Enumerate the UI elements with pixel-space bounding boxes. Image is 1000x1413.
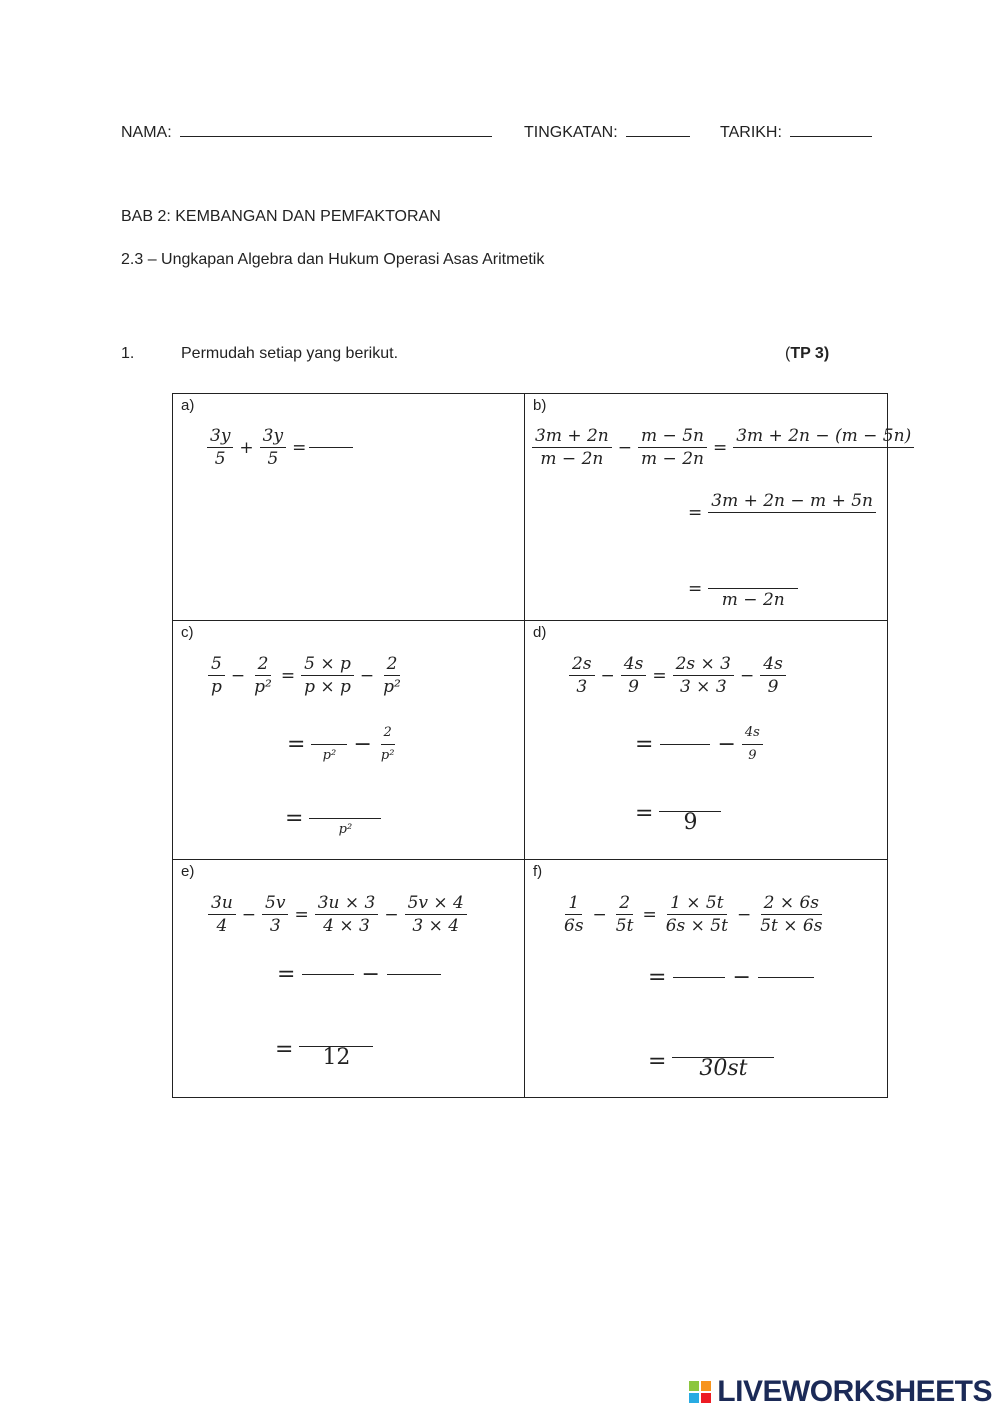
- table-divider-2: [172, 859, 888, 860]
- part-b-line-3: = m − 2n: [685, 566, 801, 611]
- name-input-line[interactable]: [180, 122, 492, 137]
- question-number: 1.: [121, 345, 135, 362]
- answer-blank[interactable]: [309, 796, 381, 819]
- part-b-label: b): [533, 397, 547, 414]
- liveworksheets-logo: [689, 1375, 992, 1409]
- part-b-line-2: = 3m + 2n − m + 5n: [685, 490, 879, 535]
- fraction: $\frac{3y}{5}$: [207, 425, 233, 470]
- part-e-line-1: $\frac{3u}{4}$ − $\frac{5v}{3}$ = $\frac{3u \times 3}{4 \times 3}$ − $\frac{5v \times 4}{3 \times 4}$: [205, 892, 470, 937]
- part-f-line-3: = 30st: [645, 1043, 777, 1080]
- name-field: [121, 122, 492, 142]
- answer-blank[interactable]: [660, 744, 710, 745]
- answer-blank[interactable]: [302, 974, 354, 975]
- part-c-line-3: = p²: [282, 796, 384, 841]
- answer-blank[interactable]: [309, 447, 353, 448]
- part-b-line-1: $\frac{3m + 2n}{m - 2n}$ − $\frac{m - 5n}{m - 2n}$ = 3m + 2n − (m − 5n): [529, 425, 917, 470]
- part-f-label: f): [533, 863, 543, 880]
- tp-level-text: TP 3): [790, 345, 830, 362]
- part-e-line-3: = 12: [272, 1030, 376, 1069]
- class-field: [524, 122, 690, 142]
- answer-blank[interactable]: [758, 977, 814, 978]
- part-c-line-2: = p² − $\frac{2}{\text{p²}}$: [284, 722, 400, 767]
- part-c-line-1: $\frac{5}{p}$ − $\frac{2}{\text{p²}}$ = $\frac{5 \times p}{p \times p}$ − $\frac{2}{\text{p²}}$: [205, 653, 407, 698]
- answer-blank[interactable]: [708, 566, 798, 589]
- chapter-subtitle: 2.3 – Ungkapan Algebra dan Hukum Operasi Asas Aritmetik: [121, 251, 545, 268]
- question-instruction: Permudah setiap yang berikut.: [181, 345, 399, 362]
- brand-text: LIVEWORKSHEETS: [717, 1375, 992, 1408]
- tp-level: [785, 345, 829, 363]
- part-f-line-1: $\frac{1}{6s}$ − $\frac{2}{5t}$ = $\frac{1 \times 5t}{6s \times 5t}$ − $\frac{2 \times 6s}{5t \times 6s}$: [564, 893, 823, 936]
- part-a-label: a): [181, 397, 195, 414]
- part-f-line-2: = −: [645, 965, 818, 990]
- part-d-label: d): [533, 624, 547, 641]
- class-label: TINGKATAN:: [524, 124, 618, 141]
- answer-blank[interactable]: [673, 977, 725, 978]
- table-divider-1: [172, 620, 888, 621]
- chapter-title: BAB 2: KEMBANGAN DAN PEMFAKTORAN: [121, 208, 441, 225]
- answer-blank[interactable]: [786, 513, 797, 535]
- answer-blank[interactable]: [311, 722, 347, 745]
- name-label: NAMA:: [121, 124, 172, 141]
- part-e-line-2: = −: [274, 962, 445, 987]
- answer-blank[interactable]: [387, 974, 441, 975]
- part-d-line-2: = − $\frac{4s}{9}$: [632, 722, 766, 767]
- date-field: [720, 122, 872, 142]
- part-d-line-1: $\frac{2s}{3}$ − $\frac{4s}{9}$ = $\frac{2s \times 3}{3 \times 3}$ − $\frac{4s}{9}$: [566, 653, 789, 698]
- table-divider-vertical: [524, 393, 525, 1098]
- answer-blank[interactable]: [818, 448, 829, 470]
- part-e-label: e): [181, 863, 195, 880]
- part-a-line-1: $\frac{3y}{5}$ + $\frac{3y}{5}$ =: [204, 425, 353, 470]
- tp-level-paren: (: [785, 345, 791, 362]
- date-label: TARIKH:: [720, 124, 782, 141]
- fraction: $\frac{3y}{5}$: [260, 425, 286, 470]
- date-input-line[interactable]: [790, 122, 872, 137]
- part-c-label: c): [181, 624, 194, 641]
- logo-icon: [689, 1381, 711, 1403]
- class-input-line[interactable]: [626, 122, 690, 137]
- part-d-line-3: = 9: [632, 793, 724, 834]
